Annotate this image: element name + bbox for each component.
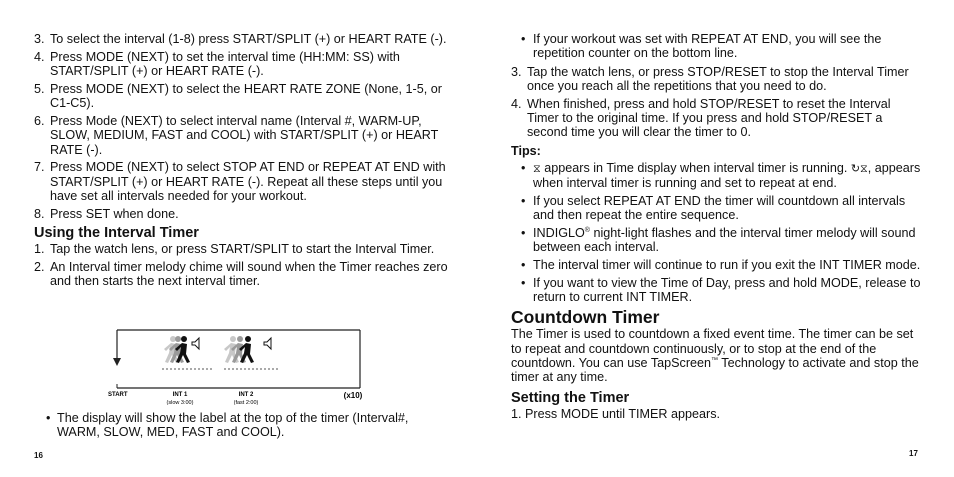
steps-list-top <box>34 32 454 221</box>
list-item: 5. Press MODE (NEXT) to select the HEART RATE ZONE (None, 1-5, or C1-C5). <box>34 81 442 111</box>
list-item: • If you want to view the Time of Day, press and hold MODE, release to return to current INT TIMER. <box>521 275 921 304</box>
list-item: • If you select REPEAT AT END the timer will countdown all intervals and then repeat the entire sequence. <box>521 193 906 222</box>
section-heading-countdown-timer: Countdown Timer <box>511 307 660 328</box>
list-item: 1. Tap the watch lens, or press START/SPLIT to start the Interval Timer. <box>34 242 435 257</box>
section-heading-using-interval-timer: Using the Interval Timer <box>34 225 199 242</box>
list-item: • The interval timer will continue to run if you exit the INT TIMER mode. <box>521 257 921 272</box>
list-item: 6. Press Mode (NEXT) to select interval name (Interval #, WARM-UP, SLOW, MEDIUM, FAST and COOL) with START/SPLIT (+) or HEART RATE (-). <box>34 113 439 157</box>
tips-label: Tips: <box>511 143 541 158</box>
list-item: • INDIGLO® night-light flashes and the interval timer melody will sound between each interval. <box>521 225 916 255</box>
runner-icon <box>224 336 254 363</box>
list-item: 7. Press MODE (NEXT) to select STOP AT END or REPEAT AT END with START/SPLIT (+) or HEART RATE (-). Repeat all these steps until you have set all intervals needed for your workout. <box>34 160 446 203</box>
hourglass-icon: ⧖ <box>533 162 541 175</box>
tips-list <box>511 161 921 305</box>
runner-icon <box>164 336 190 363</box>
left-page-bullets <box>34 411 454 440</box>
start-label: START <box>108 392 128 398</box>
steps-list-using <box>34 242 454 288</box>
int1-sublabel: (slow 3:00) <box>166 400 194 406</box>
speaker-icon <box>264 338 271 349</box>
speaker-icon <box>192 338 199 349</box>
int1-label: INT 1 <box>172 392 188 398</box>
section-heading-setting-timer: Setting the Timer <box>511 389 630 406</box>
repeat-hourglass-icon: ↻⧖ <box>850 162 868 175</box>
list-item: • ⧖ appears in Time display when interval timer is running. ↻⧖, appears when interval timer is running and set to repeat at end. <box>521 160 921 190</box>
list-item: 3. To select the interval (1-8) press START/SPLIT (+) or HEART RATE (-). <box>34 32 447 46</box>
list-item: 3. Tap the watch lens, or press STOP/RESET to stop the Interval Timer once you reach all the repetitions that you need to do. <box>511 64 909 93</box>
repeat-count-label: (x10) <box>343 391 363 400</box>
list-item: • If your workout was set with REPEAT AT END, you will see the repetition counter on the bottom line. <box>521 32 882 61</box>
repeat-arrow-head <box>113 358 121 366</box>
bullet-list-top <box>511 32 921 61</box>
list-item: 4. When finished, press and hold STOP/RESET to reset the Interval Timer to the original time. If you press and hold STOP/RESET a second time you will clear the timer to 0. <box>511 96 891 140</box>
list-item: 4. Press MODE (NEXT) to set the interval time (HH:MM: SS) with START/SPLIT (+) or HEART RATE (-). <box>34 49 400 79</box>
page-number-left: 16 <box>34 451 43 460</box>
bullet-list <box>34 411 454 440</box>
int2-sublabel: (fast 2:00) <box>233 400 259 406</box>
interval-diagram <box>100 326 380 408</box>
steps-list <box>511 65 921 140</box>
list-item: • The display will show the label at the top of the timer (Interval#, WARM, SLOW, MED, FAST and COOL). <box>46 411 409 440</box>
countdown-paragraph: The Timer is used to countdown a fixed event time. The timer can be set to repeat and countdown continuously, or to stop at the end of the countdown. You can use TapScreen™ Technology to activate and stop the timer at any time. <box>511 327 919 385</box>
list-item: 2. An Interval timer melody chime will sound when the Timer reaches zero and then starts the next interval timer. <box>34 259 448 289</box>
setting-step: 1. Press MODE until TIMER appears. <box>511 406 721 421</box>
int2-label: INT 2 <box>238 392 254 398</box>
page-number-right: 17 <box>909 449 918 458</box>
right-page <box>511 0 921 477</box>
list-item: 8. Press SET when done. <box>34 206 179 221</box>
